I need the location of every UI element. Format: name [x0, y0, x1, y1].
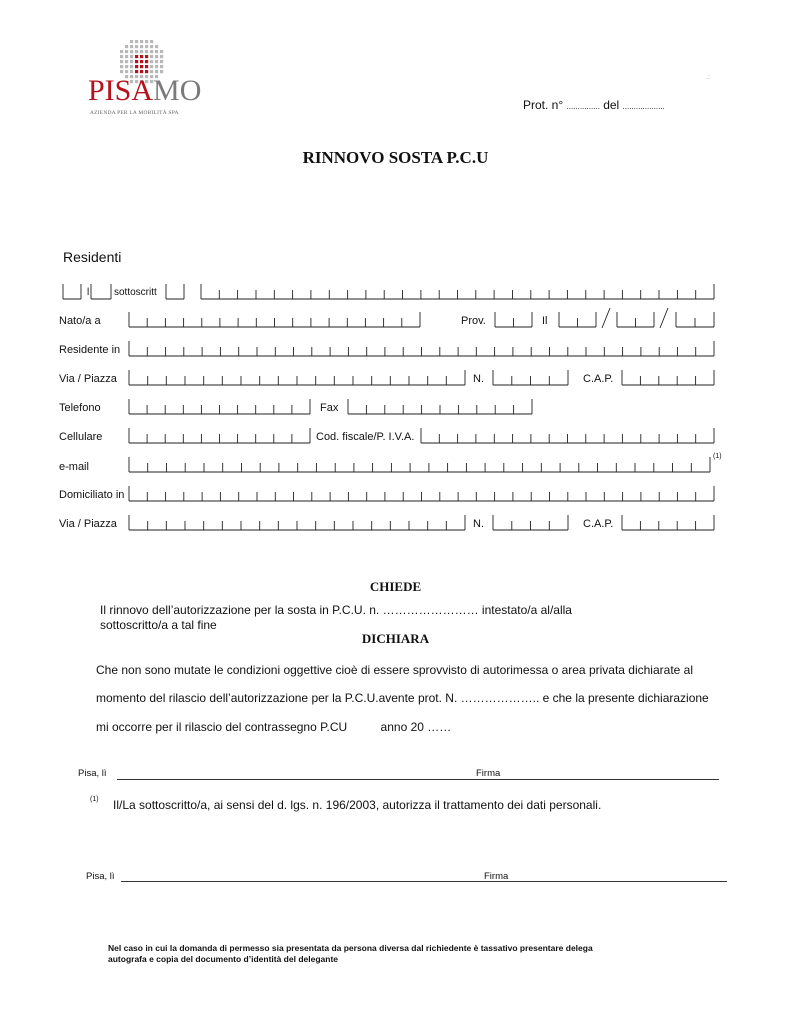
footer-note — [108, 943, 708, 965]
footer-line-1: Nel caso in cui la domanda di permesso sia presentata da persona diversa dal richiedente è tassativo presentare delega — [108, 943, 593, 953]
section-title: Residenti — [63, 249, 122, 265]
n-label: N. — [473, 373, 484, 385]
logo-wordmark: PISAMO — [88, 74, 202, 107]
corner-mark: .: — [706, 74, 710, 81]
prov-label: Prov. — [461, 315, 486, 327]
prot-label: Prot. n° — [523, 98, 564, 112]
del-label: del — [603, 98, 620, 112]
via2-label: Via / Piazza — [59, 518, 117, 530]
cod-fiscale-label: Cod. fiscale/P. I.V.A. — [316, 431, 415, 443]
cap2-label: C.A.P. — [583, 518, 614, 530]
domiciliato-label: Domiciliato in — [59, 489, 125, 501]
cap-label: C.A.P. — [583, 373, 614, 385]
sottoscritt-label: sottoscritt — [114, 287, 157, 298]
dichiara-line-1: Che non sono mutate le condizioni oggettive cioè di essere sprovvisto di autorimessa o area privata dichiarate al — [96, 663, 693, 677]
telefono-label: Telefono — [59, 402, 101, 414]
privacy-footnote-ref: (1) — [90, 796, 99, 803]
firma-label-2: Firma — [484, 871, 509, 882]
n2-label: N. — [473, 518, 484, 530]
email-label: e-mail — [59, 461, 89, 473]
chiede-line-1: Il rinnovo dell’autorizzazione per la sosta in P.C.U. n. …………………… intestato/a al/alla — [100, 603, 572, 617]
chiede-line-2: sottoscritto/a a tal fine — [100, 618, 217, 632]
dichiara-line-2: momento del rilascio dell’autorizzazione per la P.C.U.avente prot. N. ……………….. e che la presente dichiarazione — [96, 691, 709, 705]
place-date-label-2: Pisa, lì — [86, 871, 115, 882]
place-date-label-1: Pisa, lì — [78, 768, 107, 779]
cellulare-label: Cellulare — [59, 431, 103, 443]
via-label: Via / Piazza — [59, 373, 117, 385]
chiede-heading: CHIEDE — [369, 579, 422, 594]
dichiara-heading: DICHIARA — [361, 631, 430, 646]
il-label: l — [87, 287, 90, 298]
email-footnote-ref: (1) — [713, 453, 722, 460]
document-title: RINNOVO SOSTA P.C.U — [302, 148, 489, 167]
dichiara-line-3: mi occorre per il rilascio del contrassegno P.CU anno 20 …… — [96, 720, 452, 734]
fax-label: Fax — [320, 402, 339, 414]
residente-label: Residente in — [59, 344, 121, 356]
logo-tagline: AZIENDA PER LA MOBILITÀ SPA — [90, 110, 179, 116]
footer-line-2: autografa e copia del documento d’identità del delegante — [108, 954, 339, 964]
prot-date-field[interactable]: ................... — [622, 102, 665, 111]
privacy-text: Il/La sottoscritto/a, ai sensi del d. lgs. n. 196/2003, autorizza il trattamento dei dati personali. — [113, 798, 602, 812]
place-date-line-1[interactable] — [117, 779, 719, 780]
prot-number-field[interactable]: ............... — [566, 102, 600, 111]
nato-label: Nato/a a — [59, 315, 101, 327]
firma-label-1: Firma — [476, 768, 501, 779]
place-date-line-2[interactable] — [121, 881, 727, 882]
birth-date-label: Il — [542, 315, 548, 327]
